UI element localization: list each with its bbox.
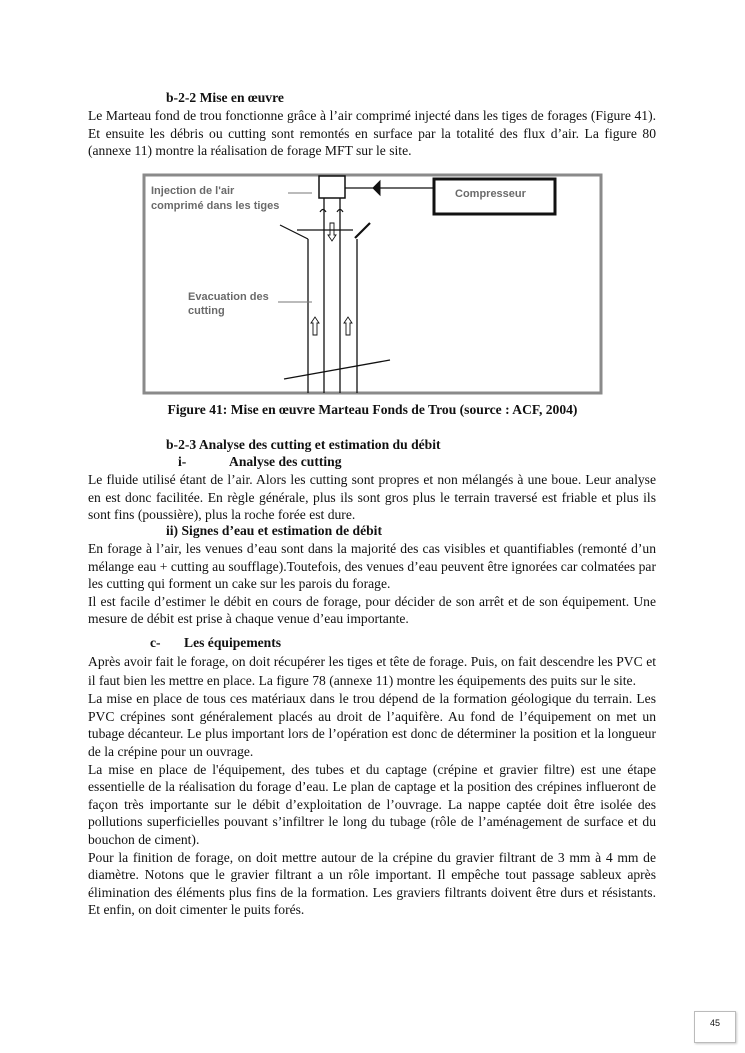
arrow-up-icon xyxy=(344,317,352,335)
paragraph-text: La mise en place de l'équipement, des tubes et du captage (crépine et gravier filtre) est une étape essentielle de la réalisation du forage d’eau. Le plan de captage et la position des crépines influeront de façon très importante sur le débit d’exploitation de l’ouvrage. La nappe captée doit être isolée des pollutions superficielles pouvant s’infiltrer le long du tubage (rôle de l’aménagement de surface et du bouchon de ciment). xyxy=(88,761,656,847)
page-number: 45 xyxy=(694,1011,736,1043)
arrow-left-icon xyxy=(373,181,380,195)
paragraph xyxy=(88,107,656,160)
paragraph-text: Pour la finition de forage, on doit mettre autour de la crépine du gravier filtrant de 3 mm à 4 mm de diamètre. Notons que le gravier filtrant a un rôle important. Il empêche tout passage sableux après élimination des éléments plus fins de la formation. Les graviers filtrants doivent être durs et résistants. Et enfin, on doit cimenter le puits forés. xyxy=(88,849,656,918)
subheading-number: i- xyxy=(178,454,187,469)
label-evacuation: cutting xyxy=(188,305,225,317)
paragraph-text: En forage à l’air, les venues d’eau sont dans la majorité des cas visibles et quantifiables (remonté d’un mélange eau + cutting au soufflage).Toutefois, des venues d’eau peuvent être ignorées car colmatées par les cutting qui forment un cake sur les parois du forage. xyxy=(88,541,656,592)
drill-head xyxy=(319,176,345,198)
section-heading-b22: b-2-2 Mise en œuvre xyxy=(166,90,284,105)
label-injection: Injection de l'air xyxy=(151,185,235,197)
figure-drilling-diagram xyxy=(140,170,610,400)
subheading-signes: ii) Signes d’eau et estimation de débit xyxy=(166,523,382,538)
section-heading-b23: b-2-3 Analyse des cutting et estimation du débit xyxy=(166,437,441,452)
paragraph-text: Le fluide utilisé étant de l’air. Alors les cutting sont propres et non mélangés à une boue. Leur analyse en est donc facilitée. En règle générale, plus ils sont gros plus le terrain traversé est friable et plus ils sont fins (poussière), plus la roche forée est dure. xyxy=(88,472,656,523)
paragraph-text: Il est facile d’estimer le débit en cours de forage, pour décider de son arrêt et de son équipement. Une mesure de débit est prise à chaque venue d’eau importante. xyxy=(88,593,656,627)
paragraph-text: La mise en place de tous ces matériaux dans le trou dépend de la formation géologique du terrain. Les PVC crépines sont généralement placés au droit de l’aquifère. Au fond de l’équipement on met un tubage décanteur. Le plus important lors de l’opération est donc de déterminer la position et la longueur de la crépine pour un ouvrage. xyxy=(88,691,656,759)
arrow-down-icon xyxy=(328,223,336,241)
figure-caption: Figure 41: Mise en œuvre Marteau Fonds de Trou (source : ACF, 2004) xyxy=(167,402,578,417)
paragraph xyxy=(88,540,656,628)
label-injection: comprimé dans les tiges xyxy=(151,200,280,212)
subheading-analyse: Analyse des cutting xyxy=(229,454,342,469)
paragraph-text: Le Marteau fond de trou fonctionne grâce à l’air comprimé injecté dans les tiges de forages (Figure 41). Et ensuite les débris ou cutting sont remontés en surface par la totalité des flux d’air. La figure 80 (annexe 11) montre la réalisation de forage MFT sur le site. xyxy=(88,108,656,159)
paragraph-text: Après avoir fait le forage, on doit récupérer les tiges et tête de forage. Puis, on fait descendre les PVC et il faut bien les mettre en place. La figure 78 (annexe 11) montre les équipements des puits sur le site. xyxy=(88,654,656,688)
paragraph xyxy=(88,471,656,524)
section-heading-c: Les équipements xyxy=(184,635,282,650)
paragraph-group xyxy=(88,653,656,919)
label-evacuation: Evacuation des xyxy=(188,291,269,303)
arrow-up-icon xyxy=(311,317,319,335)
label-compressor: Compresseur xyxy=(455,188,526,200)
rotation-arrow-icon xyxy=(320,210,326,213)
section-number-c: c- xyxy=(150,635,161,650)
